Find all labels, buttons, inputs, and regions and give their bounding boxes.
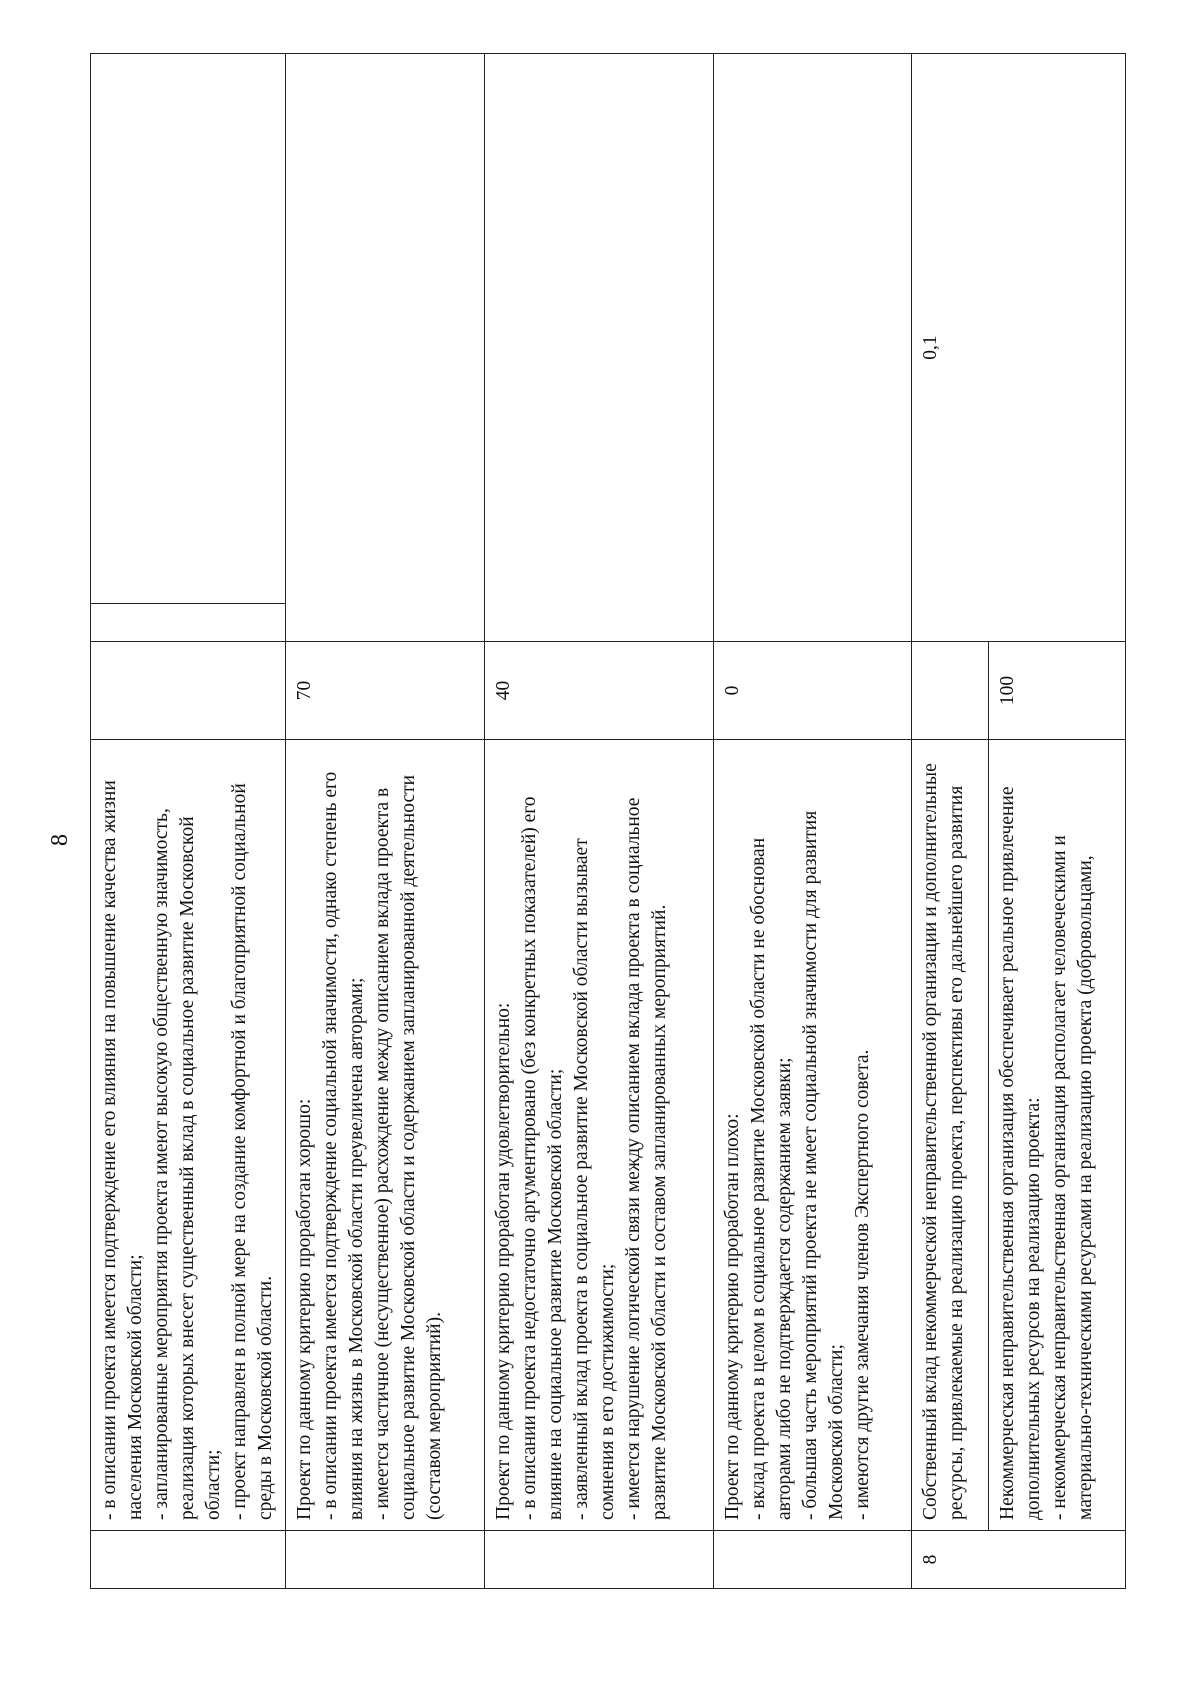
text-line: сомнения в его достижимости; [596, 1263, 618, 1520]
text-line: реализация которых внесет существенный вклад в социальное развитие Московской [177, 816, 198, 1520]
description-cell [988, 740, 1126, 1531]
score-cell: 40 [484, 642, 713, 740]
description-cell [484, 740, 713, 1531]
score-cell: 0 [713, 642, 912, 740]
text-line: Проект по данному критерию проработан хорошо: [294, 1098, 315, 1520]
text-line: - имеется частичное (несущественное) расхождение между описанием вклада проекта в [372, 787, 393, 1520]
text-line: авторами либо не подтверждается содержанием заявки; [773, 1057, 795, 1520]
criteria-table-sheet [90, 54, 1126, 1589]
text-line: (составом мероприятий). [424, 1312, 445, 1520]
text-line: влияние на социальное развитие Московской области; [544, 1068, 566, 1520]
text-line: области; [203, 1449, 224, 1520]
text-line: - большая часть мероприятий проекта не имеет социальной значимости для развития [799, 810, 821, 1520]
text-line: населения Московской области; [125, 1254, 146, 1520]
text-line: - имеется нарушение логической связи между описанием вклада проекта в социальное [622, 797, 644, 1520]
text-line: Московской области; [825, 1344, 847, 1520]
text-line: Проект по данному критерию проработан плохо: [721, 1113, 743, 1520]
text-line: - заявленный вклад проекта в социальное развитие Московской области вызывает [570, 838, 592, 1520]
table-row-score-70 [286, 54, 485, 1589]
table-row-score-40 [484, 54, 713, 1589]
table-row-criterion-8-header [912, 54, 988, 1589]
text-line: влияния на жизнь в Московской области преувеличена авторами; [346, 977, 367, 1520]
text-line: Проект по данному критерию проработан удовлетворительно: [492, 1002, 514, 1520]
table-row-continuation [91, 54, 286, 1589]
description-cell [286, 740, 485, 1531]
empty-number-cell [286, 1531, 485, 1589]
text-line: ресурсы, привлекаемые на реализацию проекта, перспективы его дальнейшего развития [946, 785, 968, 1520]
empty-score-cell [91, 642, 286, 740]
empty-number-cell [91, 1531, 286, 1589]
text-line: Собственный вклад некоммерческой неправительственной организации и дополнительные [920, 763, 942, 1520]
criterion-title-cell [912, 740, 988, 1531]
text-line: - в описании проекта имеется подтверждение его влияния на повышение качества жизни [99, 780, 120, 1520]
text-line: среды в Московской области. [255, 1275, 276, 1520]
empty-merged-cell [713, 54, 912, 642]
text-line: - в описании проекта недостаточно аргументировано (без конкретных показателей) его [518, 796, 540, 1520]
continuation-text-cell [91, 740, 286, 1531]
score-cell: 70 [286, 642, 485, 740]
text-line: развитие Московской области и составом запланированных мероприятий. [648, 904, 670, 1520]
empty-weight-cell [91, 604, 286, 642]
empty-merged-cell [484, 54, 713, 642]
text-line: - в описании проекта имеется подтверждение социальной значимости, однако степень его [320, 771, 341, 1520]
text-line: - некоммерческая неправительственная организация располагает человеческими и [1048, 835, 1070, 1520]
text-line: - вклад проекта в целом в социальное развитие Московской области не обоснован [747, 837, 769, 1520]
score-cell: 100 [988, 642, 1126, 740]
text-line: материально-техническими ресурсами на реализацию проекта (добровольцами, [1074, 855, 1096, 1520]
weight-cell: 0,1 [912, 54, 1126, 642]
empty-number-cell [484, 1531, 713, 1589]
empty-notes-cell [91, 54, 286, 604]
empty-number-cell [713, 1531, 912, 1589]
empty-score-cell [912, 642, 988, 740]
text-line: - имеются другие замечания членов Экспертного совета. [851, 1049, 873, 1520]
criteria-table [90, 53, 1126, 1589]
text-line: - проект направлен в полной мере на создание комфортной и благоприятной социальной [229, 783, 250, 1520]
text-line: социальное развитие Московской области и содержанием запланированной деятельности [398, 774, 419, 1520]
text-line: Некоммерческая неправительственная организация обеспечивает реальное привлечение [996, 786, 1018, 1520]
criterion-number-cell: 8 [912, 1531, 1126, 1589]
empty-merged-cell [286, 54, 485, 642]
page-number: 8 [47, 834, 73, 846]
table-row-score-0 [713, 54, 912, 1589]
description-cell [713, 740, 912, 1531]
text-line: дополнительных ресурсов на реализацию проекта: [1022, 1097, 1044, 1520]
text-line: - запланированные мероприятия проекта имеют высокую общественную значимость, [151, 808, 172, 1520]
